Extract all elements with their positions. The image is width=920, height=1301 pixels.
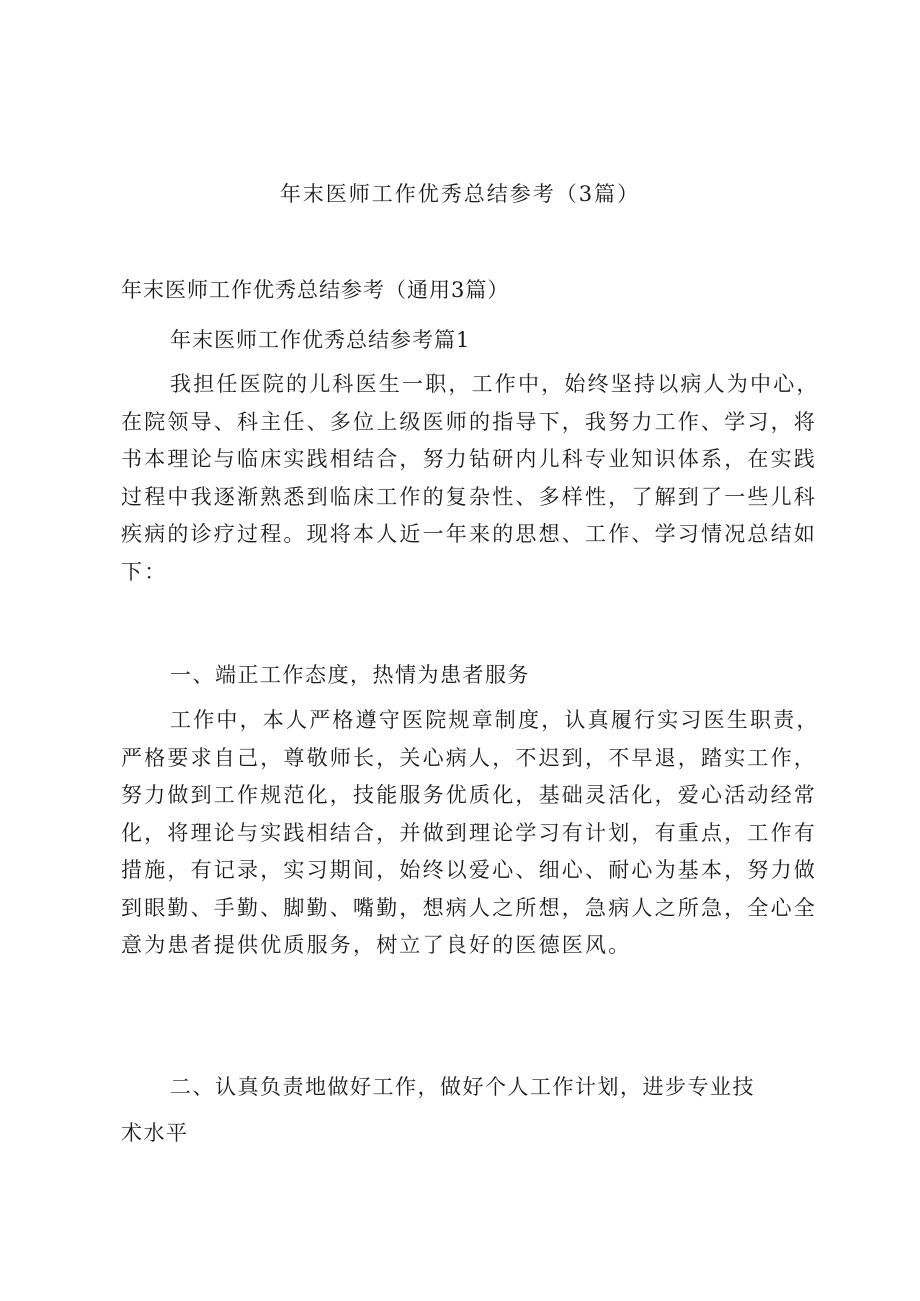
paragraph-line: 我担任医院的儿科医生一职，工作中，始终坚持以病人为中心，: [170, 372, 820, 396]
section-heading-1: 一、端正工作态度，热情为患者服务: [170, 663, 530, 687]
part-heading: 年末医师工作优秀总结参考篇1: [170, 328, 471, 352]
document-title: 年末医师工作优秀总结参考（3篇）: [279, 182, 641, 206]
paragraph-line: 书本理论与临床实践相结合，努力钻研内儿科专业知识体系，在实践: [121, 447, 817, 471]
paragraph-line: 工作中，本人严格遵守医院规章制度，认真履行实习医生职责，: [170, 708, 820, 732]
paragraph-line: 到眼勤、手勤、脚勤、嘴勤，想病人之所想，急病人之所急，全心全: [121, 895, 817, 920]
paragraph-line: 措施，有记录，实习期间，始终以爱心、细心、耐心为基本，努力做: [121, 858, 817, 882]
paragraph-line: 过程中我逐渐熟悉到临床工作的复杂性、多样性，了解到了一些儿科: [121, 484, 817, 509]
paragraph-line: 在院领导、科主任、多位上级医师的指导下，我努力工作、学习，将: [121, 409, 817, 434]
paragraph-line: 努力做到工作规范化，技能服务优质化，基础灵活化，爱心活动经常: [121, 783, 817, 807]
paragraph-line: 化，将理论与实践相结合，并做到理论学习有计划，有重点，工作有: [121, 820, 817, 845]
paragraph-line: 意为患者提供优质服务，树立了良好的医德医风。: [121, 933, 632, 957]
paragraph-line: 下：: [121, 559, 168, 584]
paragraph-section1: [121, 702, 821, 965]
paragraph-line: 严格要求自己，尊敬师长，关心病人，不迟到，不早退，踏实工作，: [121, 745, 817, 770]
paragraph-line: 疾病的诊疗过程。现将本人近一年来的思想、工作、学习情况总结如: [121, 522, 817, 546]
paragraph-intro: [121, 366, 821, 591]
document-subtitle: 年末医师工作优秀总结参考（通用3篇）: [121, 278, 510, 302]
section-heading-2-line-2: 术水平: [121, 1121, 189, 1145]
section-heading-2-line-1: 二、认真负责地做好工作，做好个人工作计划，进步专业技: [170, 1075, 755, 1099]
